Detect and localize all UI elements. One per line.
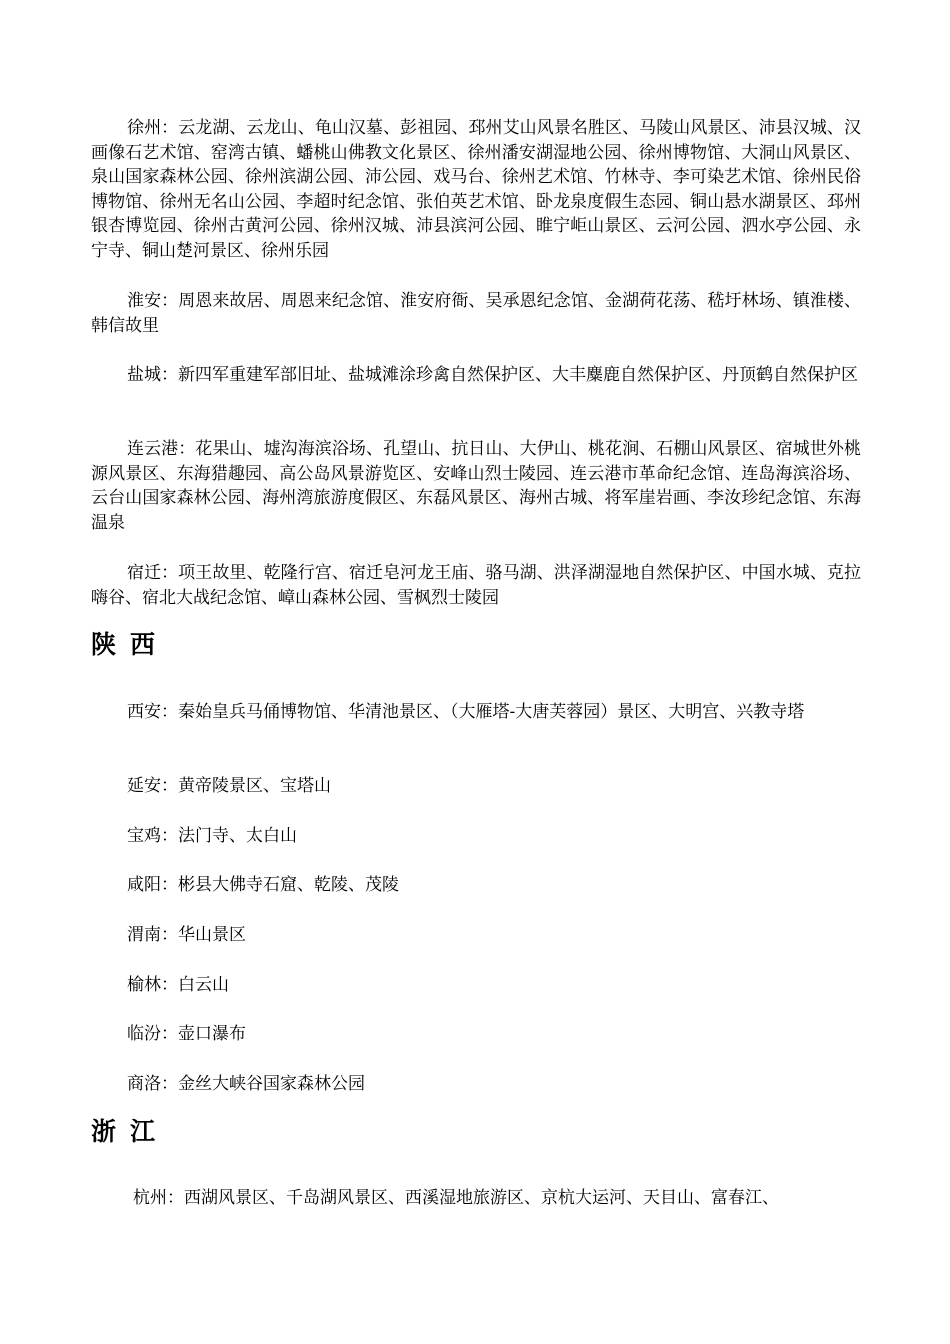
paragraph-yanan: 延安：黄帝陵景区、宝塔山 (127, 776, 331, 796)
paragraph-yancheng: 盐城：新四军重建军部旧址、盐城滩涂珍禽自然保护区、大丰麋鹿自然保护区、丹顶鹤自然保护区 (127, 365, 858, 385)
paragraph-xian: 西安：秦始皇兵马俑博物馆、华清池景区、（大雁塔-大唐芙蓉园）景区、大明宫、兴教寺塔 (127, 702, 805, 722)
paragraph-xianyang: 咸阳：彬县大佛寺石窟、乾陵、茂陵 (127, 875, 399, 895)
paragraph-weinan: 渭南：华山景区 (127, 925, 246, 945)
paragraph-lianyungang: 连云港：花果山、墟沟海滨浴场、孔望山、抗日山、大伊山、桃花涧、石棚山风景区、宿城世外桃源风景区、东海猎趣园、高公岛风景游览区、安峰山烈士陵园、连云港市革命纪念馆、连岛海滨浴场、云台山国家森林公园、海州湾旅游度假区、东磊风景区、海州古城、将军崖岩画、李汝珍纪念馆、东海温泉 (91, 439, 861, 533)
section-heading-shaanxi: 陕西 (91, 630, 170, 659)
paragraph-suqian: 宿迁：项王故里、乾隆行宫、宿迁皂河龙王庙、骆马湖、洪泽湖湿地自然保护区、中国水城、克拉嗨谷、宿北大战纪念馆、嶂山森林公园、雪枫烈士陵园 (91, 563, 861, 608)
paragraph-shangluo: 商洛：金丝大峡谷国家森林公园 (127, 1074, 365, 1094)
paragraph-linfen: 临汾：壶口瀑布 (127, 1024, 246, 1044)
paragraph-xuzhou: 徐州：云龙湖、云龙山、龟山汉墓、彭祖园、邳州艾山风景名胜区、马陵山风景区、沛县汉城、汉画像石艺术馆、窑湾古镇、蟠桃山佛教文化景区、徐州潘安湖湿地公园、徐州博物馆、大洞山风景区、泉山国家森林公园、徐州滨湖公园、沛公园、戏马台、徐州艺术馆、竹林寺、李可染艺术馆、徐州民俗博物馆、徐州无名山公园、李超时纪念馆、张伯英艺术馆、卧龙泉度假生态园、铜山悬水湖景区、邳州银杏博览园、徐州古黄河公园、徐州汉城、沛县滨河公园、睢宁岠山景区、云河公园、泗水亭公园、永宁寺、铜山楚河景区、徐州乐园 (91, 118, 861, 261)
paragraph-yulin: 榆林：白云山 (127, 975, 229, 995)
paragraph-huaian: 淮安：周恩来故居、周恩来纪念馆、淮安府衙、吴承恩纪念馆、金湖荷花荡、嵇圩林场、镇淮楼、韩信故里 (91, 291, 861, 336)
section-heading-zhejiang: 浙江 (91, 1117, 170, 1146)
paragraph-hangzhou: 杭州：西湖风景区、千岛湖风景区、西溪湿地旅游区、京杭大运河、天目山、富春江、 (133, 1188, 779, 1208)
paragraph-baoji: 宝鸡：法门寺、太白山 (127, 826, 297, 846)
